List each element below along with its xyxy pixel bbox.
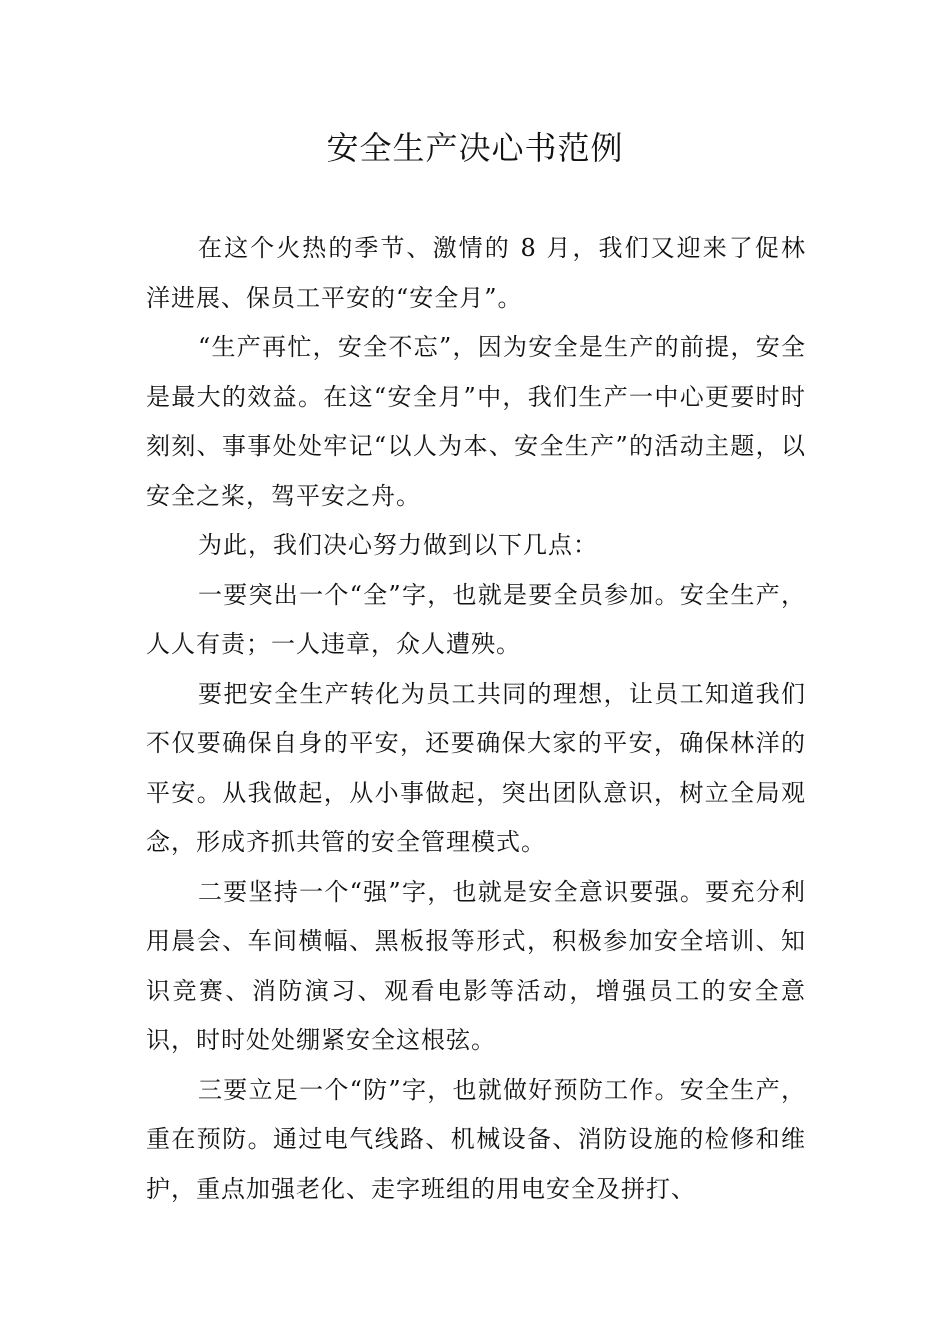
paragraph-point-one: 一要突出一个“全”字，也就是要全员参加。安全生产，人人有责；一人违章，众人遭殃。: [146, 580, 806, 658]
paragraph-intro: 在这个火热的季节、激情的 8 月，我们又迎来了促林洋进展、保员工平安的“安全月”。: [146, 234, 806, 312]
document-body: [146, 224, 806, 1214]
paragraph-point-two: 二要坚持一个“强”字，也就是安全意识要强。要充分利用晨会、车间横幅、黑板报等形式，积极参加安全培训、知识竞赛、消防演习、观看电影等活动，增强员工的安全意识，时时处处绷紧安全这根弦。: [146, 877, 806, 1054]
document-title: 安全生产决心书范例: [326, 129, 624, 167]
paragraph-safety-first: “生产再忙，安全不忘”，因为安全是生产的前提，安全是最大的效益。在这“安全月”中，我们生产一中心更要时时刻刻、事事处处牢记“以人为本、安全生产”的活动主题，以安全之桨，驾平安之舟。: [146, 333, 806, 510]
paragraph-point-one-detail: 要把安全生产转化为员工共同的理想，让员工知道我们不仅要确保自身的平安，还要确保大家的平安，确保林洋的平安。从我做起，从小事做起，突出团队意识，树立全局观念，形成齐抓共管的安全管理模式。: [146, 679, 806, 856]
paragraph-resolution-lead: 为此，我们决心努力做到以下几点：: [198, 531, 598, 559]
paragraph-point-three: 三要立足一个“防”字，也就做好预防工作。安全生产，重在预防。通过电气线路、机械设备、消防设施的检修和维护，重点加强老化、走字班组的用电安全及拼打、: [146, 1075, 806, 1203]
